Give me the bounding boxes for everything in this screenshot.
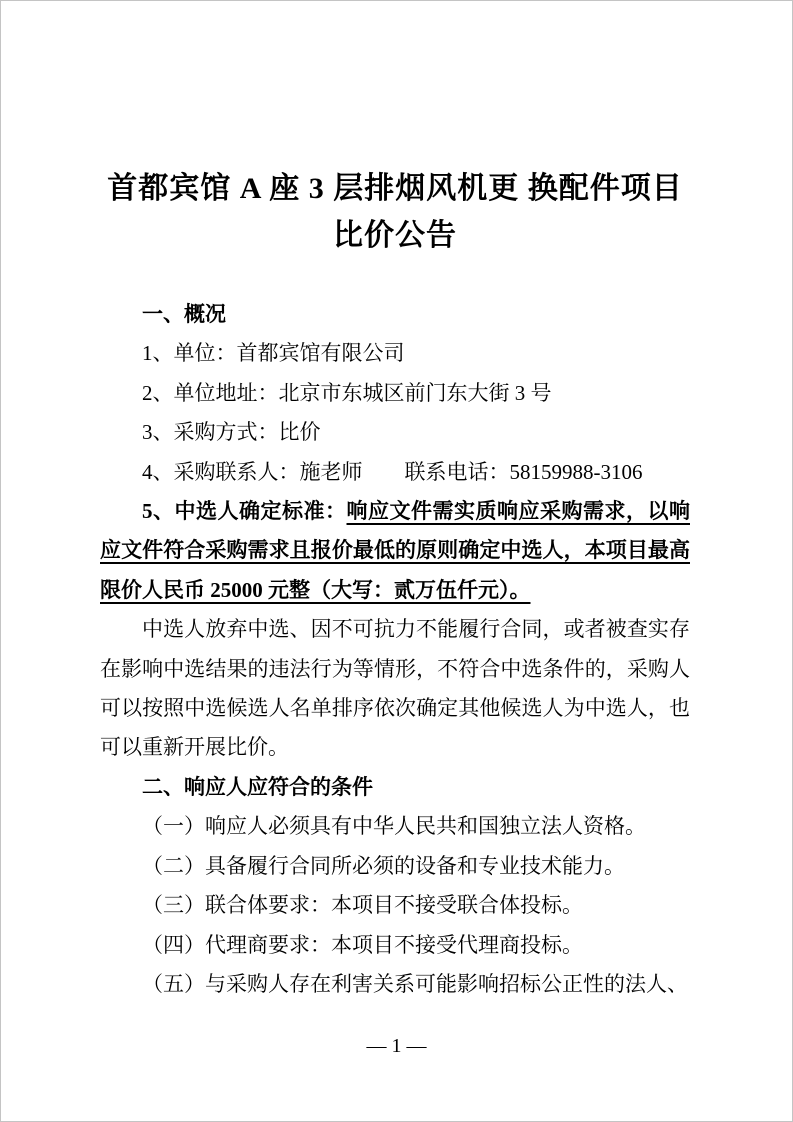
page-number: — 1 — (366, 1035, 427, 1057)
section2-item-legal-person: （一）响应人必须具有中华人民共和国独立法人资格。 (142, 814, 646, 839)
section2-item-conflict-of-interest: （五）与采购人存在利害关系可能影响招标公正性的法人、 (142, 971, 688, 996)
section1-item-contact: 4、采购联系人：施老师 联系电话：58159988-3106 (142, 459, 643, 484)
document-content (1, 1, 792, 1004)
document-title-line2: 比价公告 (333, 219, 457, 252)
section2-heading: 二、响应人应符合的条件 (142, 774, 373, 799)
section1-item-selection-criteria (100, 492, 690, 610)
section1-fallback-paragraph: 中选人放弃中选、因不可抗力不能履行合同，或者被查实存在影响中选结果的违法行为等情形，不符合中选条件的，采购人可以按照中选候选人名单排序依次确定其他候选人为中选人，也可以重新开展比价。 (100, 617, 690, 760)
section2-item-agent: （四）代理商要求：本项目不接受代理商投标。 (142, 932, 583, 957)
section1-item-unit: 1、单位：首都宾馆有限公司 (142, 341, 405, 366)
section2-item-capability: （二）具备履行合同所必须的设备和专业技术能力。 (142, 853, 625, 878)
section1-heading: 一、概况 (142, 302, 226, 326)
section1-item-address: 2、单位地址：北京市东城区前门东大街 3 号 (142, 380, 552, 405)
section2-item-consortium: （三）联合体要求：本项目不接受联合体投标。 (142, 893, 583, 918)
document-title-line1: 首都宾馆 A 座 3 层排烟风机更 换配件项目 (107, 172, 683, 205)
document-body (100, 295, 690, 1004)
document-title (100, 165, 690, 259)
selection-criteria-underlined-text: 响应文件需实质响应采购需求，以响应文件符合采购需求且报价最低的原则确定中选人，本项目最高限价人民币 25000 元整（大写：贰万伍仟元）。 (100, 499, 690, 602)
section1-item-method: 3、采购方式：比价 (142, 420, 321, 445)
selection-criteria-label: 5、中选人确定标准： (142, 499, 347, 524)
